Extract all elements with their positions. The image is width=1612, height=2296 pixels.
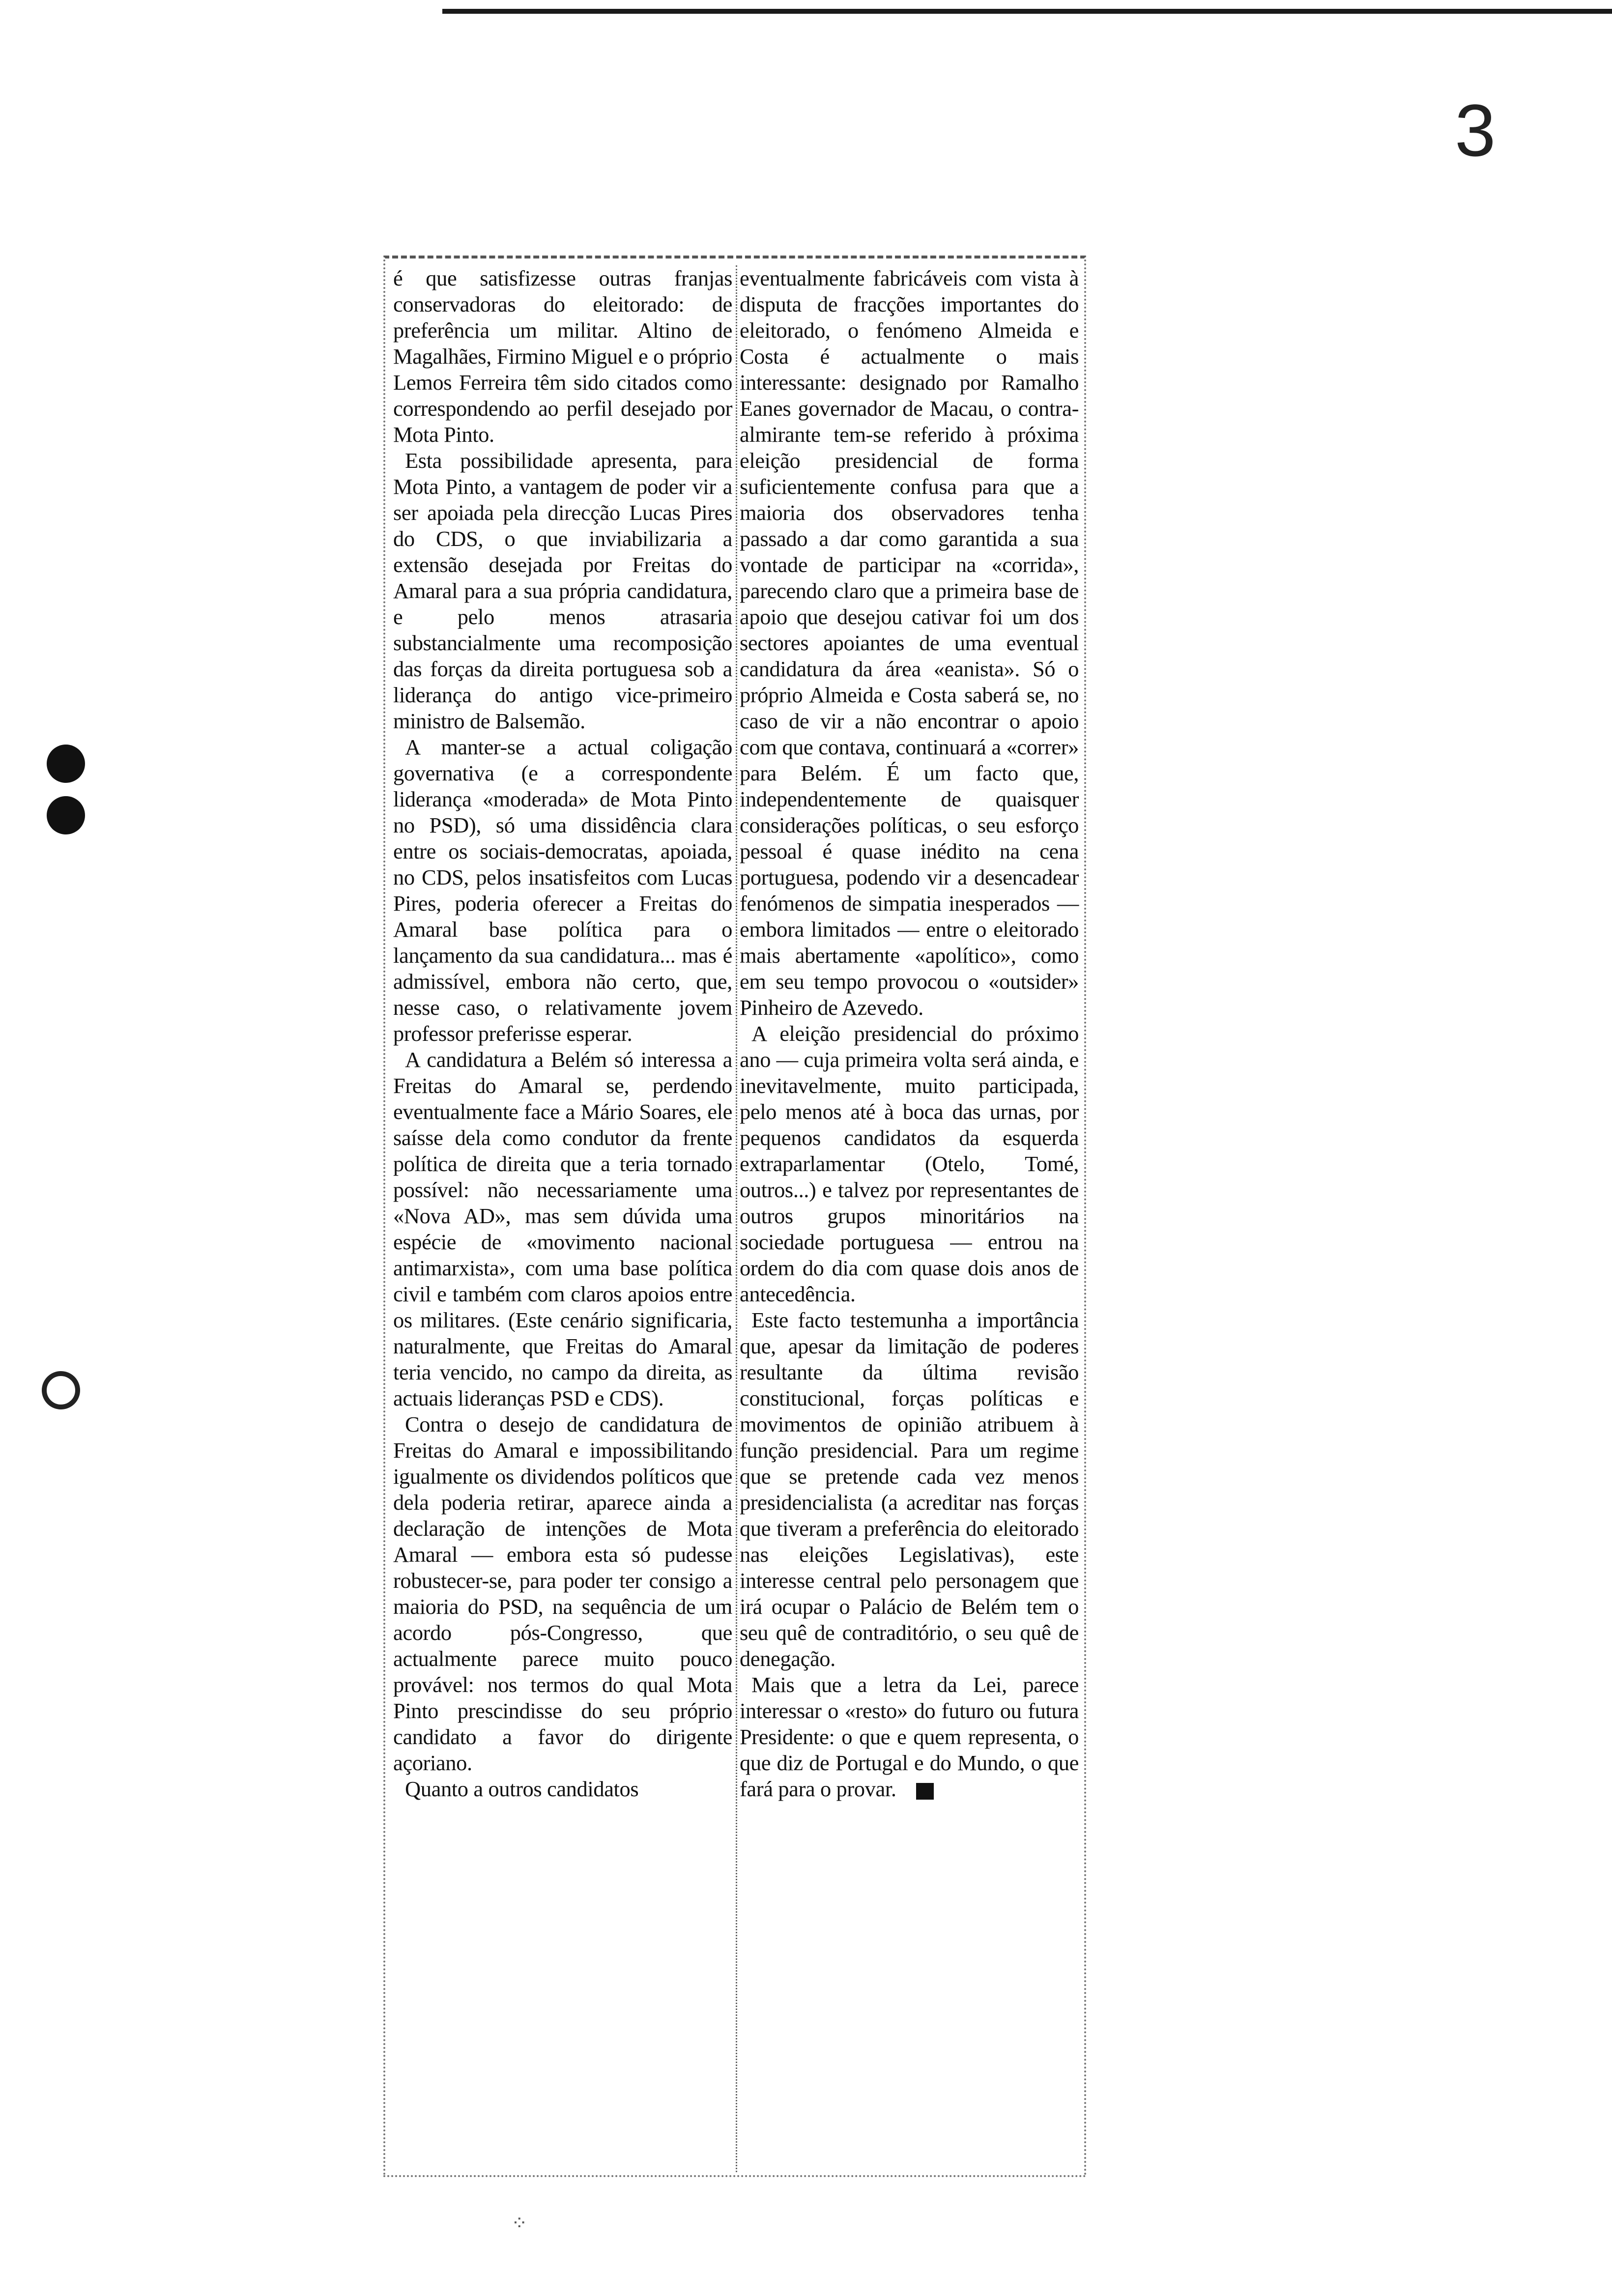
paragraph: A candidatura a Belém só interessa a Freitas do Amaral se, perdendo eventualmente face a Mário Soares, ele saísse dela como condutor da frente política de direita que a teria tornado possível: não necessariamente uma «Nova AD», mas sem dúvida uma espécie de «movimento nacional antimarxista», com uma base política civil e também com claros apoios entre os militares. (Este cenário significaria, naturalmente, que Freitas do Amaral teria vencido, no campo da direita, as actuais lideranças PSD e CDS). bbox=[393, 1047, 732, 1410]
punch-hole-icon bbox=[47, 745, 85, 783]
article-column-left bbox=[393, 265, 732, 1802]
punch-hole-icon bbox=[47, 796, 85, 834]
page-number: 3 bbox=[1455, 89, 1496, 172]
punch-hole-icon bbox=[42, 1371, 80, 1409]
article-column-right bbox=[740, 265, 1079, 1802]
column-divider bbox=[736, 265, 737, 2172]
paragraph bbox=[740, 1672, 1079, 1802]
paragraph: Esta possibilidade apresenta, para Mota Pinto, a vantagem de poder vir a ser apoiada pela direcção Lucas Pires do CDS, o que inviabilizaria a extensão desejada por Freitas do Amaral para a sua própria candidatura, e pelo menos atrasaria substancialmente uma recomposição das forças da direita portuguesa sob a liderança do antigo vice-primeiro ministro de Balsemão. bbox=[393, 448, 732, 733]
paragraph: A manter-se a actual coligação governativa (e a correspondente liderança «moderada» de Mota Pinto no PSD), só uma dissidência clara entre os sociais-democratas, apoiada, no CDS, pelos insatisfeitos com Lucas Pires, poderia oferecer a Freitas do Amaral base política para o lançamento da sua candidatura... mas é admissível, embora não certo, que, nesse caso, o relativamente jovem professor preferisse esperar. bbox=[393, 735, 732, 1046]
paragraph: Este facto testemunha a importância que, apesar da limitação de poderes resultante da última revisão constitucional, forças políticas e movimentos de opinião atribuem à função presidencial. Para um regime que se pretende cada vez menos presidencialista (a acreditar nas forças que tiveram a preferência do eleitorado nas eleições Legislativas), este interesse central pelo personagem que irá ocupar o Palácio de Belém tem o seu quê de contraditório, o seu quê de denegação. bbox=[740, 1308, 1079, 1671]
paragraph: Contra o desejo de candidatura de Freitas do Amaral e impossibilitando igualmente os dividendos políticos que dela poderia retirar, aparece ainda a declaração de intenções de Mota Amaral — embora esta só pudesse robustecer-se, para poder ter consigo a maioria do PSD, na sequência de um acordo pós-Congresso, que actualmente parece muito pouco provável: nos termos do qual Mota Pinto prescindisse do seu próprio candidato a favor do dirigente açoriano. bbox=[393, 1412, 732, 1775]
closing-paragraph-text: Mais que a letra da Lei, parece interessar o «resto» do futuro ou futura Presidente: o que e quem representa, o que diz de Portugal e do Mundo, o que fará para o provar. bbox=[740, 1672, 1079, 1801]
paragraph: é que satisfizesse outras franjas conservadoras do eleitorado: de preferência um militar. Altino de Magalhães, Firmino Miguel e o próprio Lemos Ferreira têm sido citados como correspondendo ao perfil desejado por Mota Pinto. bbox=[393, 266, 732, 447]
scan-speck-icon: ⁘ bbox=[511, 2212, 528, 2234]
top-scan-edge-line bbox=[442, 9, 1612, 14]
paragraph: Quanto a outros candidatos bbox=[405, 1777, 639, 1801]
paragraph: A eleição presidencial do próximo ano — cuja primeira volta será ainda, e inevitavelmente, muito participada, pelo menos até à boca das urnas, por pequenos candidatos da esquerda extraparlamentar (Otelo, Tomé, outros...) e talvez por representantes de outros grupos minoritários na sociedade portuguesa — entrou na ordem do dia com quase dois anos de antecedência. bbox=[740, 1021, 1079, 1306]
end-of-article-icon bbox=[916, 1783, 934, 1800]
paragraph: eventualmente fabricáveis com vista à disputa de fracções importantes do eleitorado, o fenómeno Almeida e Costa é actualmente o mais interessante: designado por Ramalho Eanes governador de Macau, o contra-almirante tem-se referido à próxima eleição presidencial de forma suficientemente confusa para que a maioria dos observadores tenha passado a dar como garantida a sua vontade de participar na «corrida», parecendo claro que a primeira base de apoio que desejou cativar foi um dos sectores apoiantes de uma eventual candidatura da área «eanista». Só o próprio Almeida e Costa saberá se, no caso de vir a não encontrar o apoio com que contava, continuará a «correr» para Belém. É um facto que, independentemente de quaisquer considerações políticas, o seu esforço pessoal é quase inédito na cena portuguesa, podendo vir a desencadear fenómenos de simpatia inesperados — embora limitados — entre o eleitorado mais abertamente «apolítico», como em seu tempo provocou o «outsider» Pinheiro de Azevedo. bbox=[740, 266, 1079, 1020]
